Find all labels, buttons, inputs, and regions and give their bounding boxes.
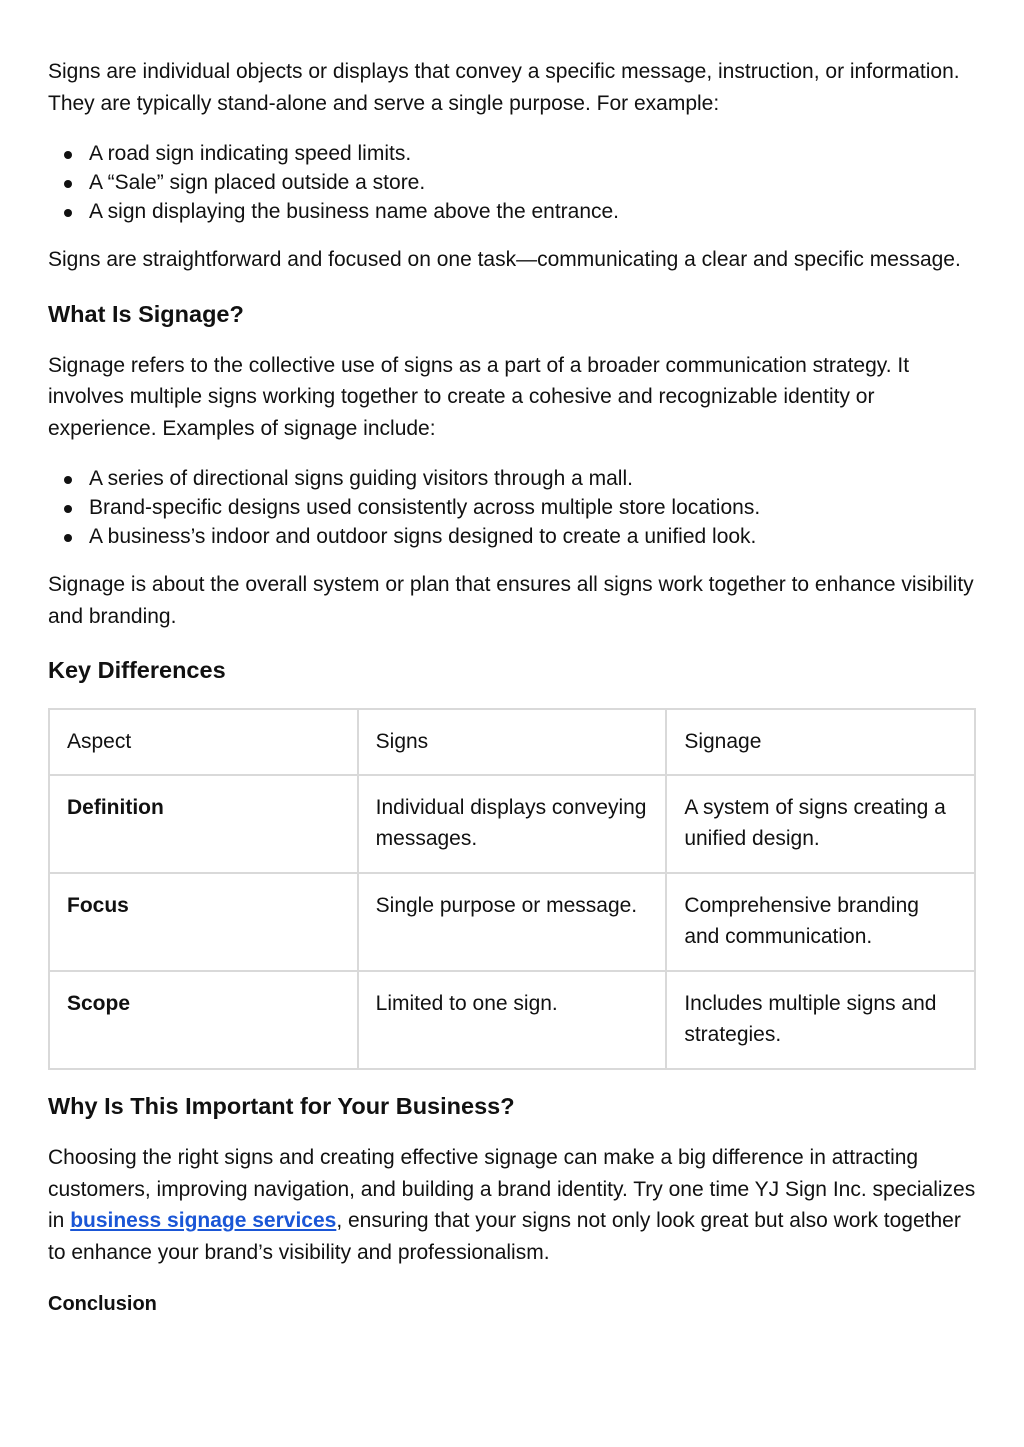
signage-bullet-list — [48, 464, 976, 551]
differences-heading: Key Differences — [48, 657, 226, 683]
differences-table — [48, 708, 976, 1070]
importance-paragraph — [48, 1142, 976, 1268]
list-item: A “Sale” sign placed outside a store. — [48, 168, 976, 197]
importance-heading: Why Is This Important for Your Business? — [48, 1093, 515, 1119]
intro-bullet-list — [48, 139, 976, 226]
list-item: Brand-specific designs used consistently across multiple store locations. — [48, 493, 976, 522]
intro-paragraph: Signs are individual objects or displays that convey a specific message, instruction, or information. They are typically stand-alone and serve a single purpose. For example: — [48, 60, 960, 115]
table-cell: Single purpose or message. — [358, 873, 667, 971]
business-signage-services-link[interactable]: business signage services — [70, 1209, 337, 1232]
table-cell: A system of signs creating a unified design. — [666, 775, 975, 873]
table-cell-aspect: Definition — [49, 775, 358, 873]
table-cell: Individual displays conveying messages. — [358, 775, 667, 873]
signage-heading: What Is Signage? — [48, 300, 244, 327]
list-item: A series of directional signs guiding visitors through a mall. — [48, 464, 976, 493]
table-header-cell: Aspect — [49, 709, 358, 775]
table-row — [49, 873, 975, 971]
list-item: A sign displaying the business name above the entrance. — [48, 197, 976, 226]
table-cell: Limited to one sign. — [358, 971, 667, 1069]
list-item: A road sign indicating speed limits. — [48, 139, 976, 168]
list-item: A business’s indoor and outdoor signs designed to create a unified look. — [48, 522, 976, 551]
table-cell-aspect: Scope — [49, 971, 358, 1069]
table-header-cell: Signs — [358, 709, 667, 775]
table-header-row — [49, 709, 975, 775]
document-page — [48, 56, 976, 1318]
table-cell: Comprehensive branding and communication. — [666, 873, 975, 971]
table-row — [49, 971, 975, 1069]
table-row — [49, 775, 975, 873]
table-cell-aspect: Focus — [49, 873, 358, 971]
intro-summary: Signs are straightforward and focused on one task—communicating a clear and specific message. — [48, 248, 961, 271]
importance-text-after: , ensuring that your signs not only look great but also work together to enhance your brand’s visibility and professionalism. — [48, 1209, 961, 1264]
table-header-cell: Signage — [666, 709, 975, 775]
importance-text-before: Choosing the right signs and creating effective signage can make a big difference in attracting customers, improving navigation, and building a brand identity. Try one time YJ Sign Inc. specializes in — [48, 1146, 976, 1232]
signage-summary: Signage is about the overall system or plan that ensures all signs work together to enhance visibility and branding. — [48, 573, 974, 628]
conclusion-heading: Conclusion — [48, 1293, 157, 1315]
table-cell: Includes multiple signs and strategies. — [666, 971, 975, 1069]
signage-paragraph: Signage refers to the collective use of signs as a part of a broader communication strategy. It involves multiple signs working together to create a cohesive and recognizable identity or experience. Examples of signage include: — [48, 353, 910, 440]
